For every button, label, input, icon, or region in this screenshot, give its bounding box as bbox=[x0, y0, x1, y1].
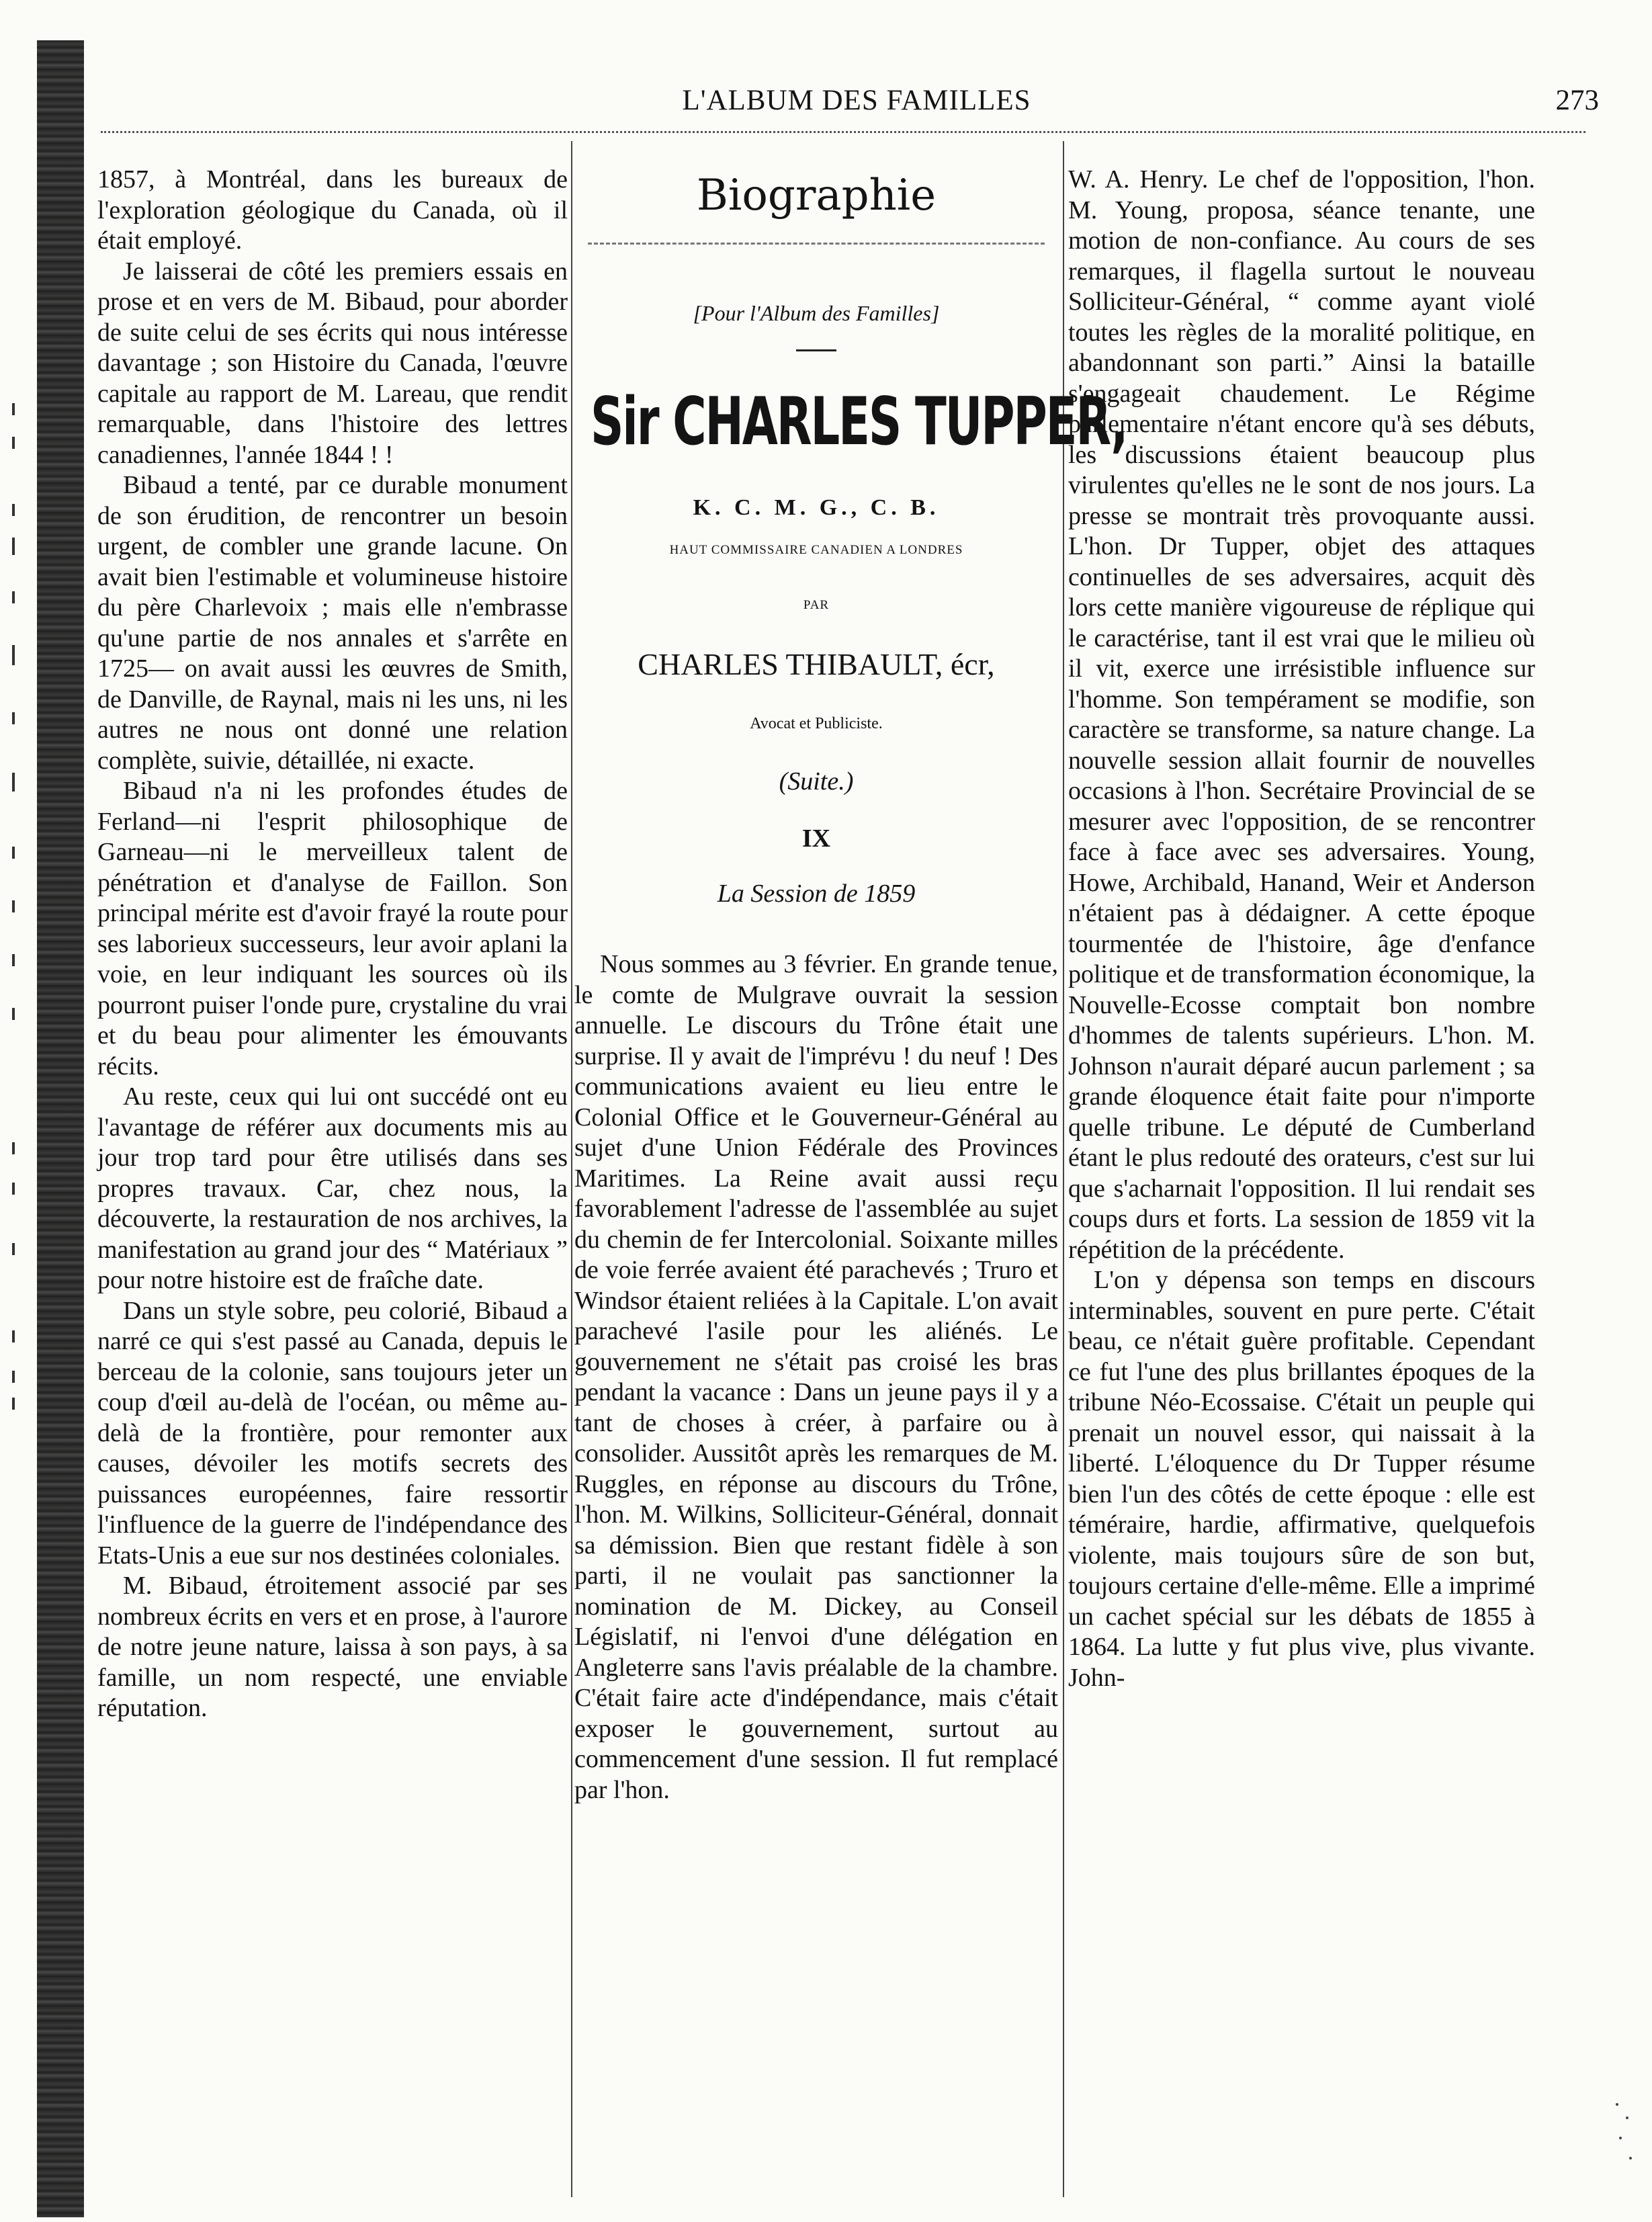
by-line: PAR bbox=[803, 597, 830, 612]
margin-marks bbox=[0, 0, 34, 2222]
honors: K. C. M. G., C. B. bbox=[693, 495, 940, 520]
paragraph: Je laisserai de côté les premiers essais en prose et en vers de M. Bibaud, pour aborder de suite celui de ses écrits qui nous intéresse davantage ; son Histoire du Canada, l'œuvre capitale au rapport de M. Lareau, que rendit remarquable, dans l'histoire des lettres canadiennes, l'année 1844 ! ! bbox=[97, 257, 568, 469]
paragraph: Dans un style sobre, peu colorié, Bibaud a narré ce qui s'est passé au Canada, depuis le berceau de la colonie, sans toujours jeter un coup d'œil au-delà de l'océan, ou même au-delà de la frontière, pour remonter aux causes, dévoiler les motifs secrets des puissances européennes, faire ressortir l'influence de la guerre de l'indépendance des Etats-Unis a eue sur nos destinées coloniales. bbox=[97, 1296, 568, 1570]
paragraph: Au reste, ceux qui lui ont succédé ont eu l'avantage de référer aux documents mis au jour trop tard pour être utilisés dans ses propres travaux. Car, chez nous, la découverte, la restauration de nos archives, la manifestation au grand jour des “ Matériaux ” pour notre histoire est de fraîche date. bbox=[97, 1082, 568, 1294]
section-heading: La Session de 1859 bbox=[717, 879, 916, 908]
paragraph: W. A. Henry. Le chef de l'opposition, l'hon. M. Young, proposa, séance tenante, une motion de non-confiance. Au cours de ses remarques, il flagella surtout le nouveau Solliciteur-Général, “ comme ayant violé toutes les règles de la moralité politique, en abandonnant son parti.” Ainsi la bataille s'engageait chaudement. Le Régime parlementaire n'étant encore qu'à ses débuts, les discussions étaient beaucoup plus virulentes qu'elles ne le sont de nos jours. La presse se montrait très provoquante aussi. L'hon. Dr Tupper, objet des attaques continuelles de ses adversaires, acquit dès lors cette manière vigoureuse de réplique qui le caractérise, tant il est vrai que le milieu où il vit, exerce une irrésistible influence sur l'homme. Son tempérament se modifie, son caractère se transforme, sa nature change. La nouvelle session allait fournir de nouvelles occasions à l'hon. Secrétaire Provincial de se mesurer avec l'opposition, de se rencontrer face à face avec ses adversaires. Young, Howe, Archibald, Hanand, Weir et Anderson n'étaient pas à dédaigner. A cette époque tourmentée de l'histoire, âge d'enfance politique et de transformation économique, la Nouvelle-Ecosse comptait bon nombre d'hommes de talents supérieurs. L'hon. M. Johnson n'aurait déparé aucun parlement ; sa grande éloquence était faite pour n'importe quelle tribune. Le député de Cumberland étant le plus redouté des orateurs, c'est sur lui que s'acharnait l'opposition. Il lui rendait ses coups durs et forts. La session de 1859 vit la répétition de la précédente. bbox=[1068, 165, 1535, 1264]
scan-speckles bbox=[1612, 2096, 1639, 2177]
column-rule-left bbox=[571, 141, 572, 2197]
author-role: Avocat et Publiciste. bbox=[750, 715, 883, 732]
header-rule bbox=[101, 131, 1585, 133]
paragraph: Nous sommes au 3 février. En grande tenue, le comte de Mulgrave ouvrait la session annuelle. Le discours du Trône était une surprise. Il y avait de l'imprévu ! du neuf ! Des communications avaient eu lieu entre le Colonial Office et le Gouverneur-Général au sujet d'une Union Fédérale des Provinces Maritimes. La Reine avait aussi reçu favorablement l'adresse de l'assemblée au sujet du chemin de fer Intercolonial. Soixante milles de voie ferrée avaient été parachevés ; Truro et Windsor étaient reliées à la Capitale. L'on avait parachevé l'asile pour les aliénés. Le gouvernement ne s'était pas croisé les bras pendant la vacance : Dans un jeune pays il y a tant de choses à créer, à parfaire ou à consolider. Aussitôt après les remarques de M. Ruggles, en réponse au discours du Trône, l'hon. M. Wilkins, Solliciteur-Général, donnait sa démission. Bien que restant fidèle à son parti, il ne voulait pas sanctionner la nomination de M. Dickey, au Conseil Législatif, ni l'envoi d'une délégation en Angleterre sans l'avis préalable de la chambre. C'était faire acte d'indépendance, mais c'était exposer le gouvernement, surtout au commencement d'une session. Il fut remplacé par l'hon. bbox=[574, 950, 1058, 1804]
section-title: Biographie bbox=[696, 171, 937, 220]
column-middle bbox=[574, 165, 1127, 2100]
continued-note: (Suite.) bbox=[779, 767, 854, 796]
paragraph: Bibaud a tenté, par ce durable monument de son érudition, de rencontrer un besoin urgent, de combler une grande lacune. On avait bien l'estimable et volumineuse histoire du père Charlevoix ; mais elle n'embrasse qu'une partie de nos annales et s'arrête en 1725— on avait aussi les œuvres de Smith, de Danville, de Raynal, mais ni les uns, ni les autres ne nous ont donné une relation complète, suivie, détaillée, ni exacte. bbox=[97, 471, 568, 775]
chapter-number: IX bbox=[801, 824, 831, 853]
subject-name: Sir CHARLES TUPPER, bbox=[591, 383, 1127, 460]
paragraph: Bibaud n'a ni les profondes études de Ferland—ni l'esprit philosophique de Garneau—ni le merveilleux talent de pénétration et d'analyse de Faillon. Son principal mérite est d'avoir frayé la route pour ses laborieux successeurs, leur avoir aplani la voie, en leur indiquant les sources où ils pourront puiser l'onde pure, crystaline du vrai et du beau pour alimenter les émouvants récits. bbox=[97, 777, 568, 1080]
office-title: HAUT COMMISSAIRE CANADIEN A LONDRES bbox=[669, 543, 963, 557]
author-name: CHARLES THIBAULT, écr, bbox=[638, 647, 995, 681]
paragraph: L'on y dépensa son temps en discours interminables, souvent en pure perte. C'était beau, ce n'était guère profitable. Cependant ce fut l'une des plus brillantes époques de la tribune Néo-Ecossaise. C'était un peuple qui prenait un nouvel essor, qui naissait à la liberté. L'éloquence du Dr Tupper résume bien l'un des côtés de cette époque : elle est téméraire, hardie, affirmative, quelquefois violente, mais toujours sûre de son but, toujours certaine d'elle-même. Elle a imprimé un cachet spécial sur les débats de 1855 à 1864. La lutte y fut plus vive, plus vivante. John- bbox=[1068, 1266, 1535, 1692]
short-rule bbox=[796, 349, 836, 351]
paragraph: 1857, à Montréal, dans les bureaux de l'exploration géologique du Canada, où il était employé. bbox=[97, 165, 568, 255]
paragraph: M. Bibaud, étroitement associé par ses nombreux écrits en vers et en prose, à l'aurore de notre jeune nature, laissa à son pays, à sa famille, un nom respecté, une enviable réputation. bbox=[97, 1572, 568, 1722]
binding-edge bbox=[37, 40, 84, 2217]
title-rule bbox=[588, 243, 1045, 245]
column-left bbox=[97, 165, 568, 2100]
for-album-note: [Pour l'Album des Familles] bbox=[693, 301, 940, 325]
running-title: L'ALBUM DES FAMILLES bbox=[682, 85, 1031, 116]
column-right bbox=[1068, 165, 1535, 2100]
page-number: 273 bbox=[1555, 85, 1599, 116]
